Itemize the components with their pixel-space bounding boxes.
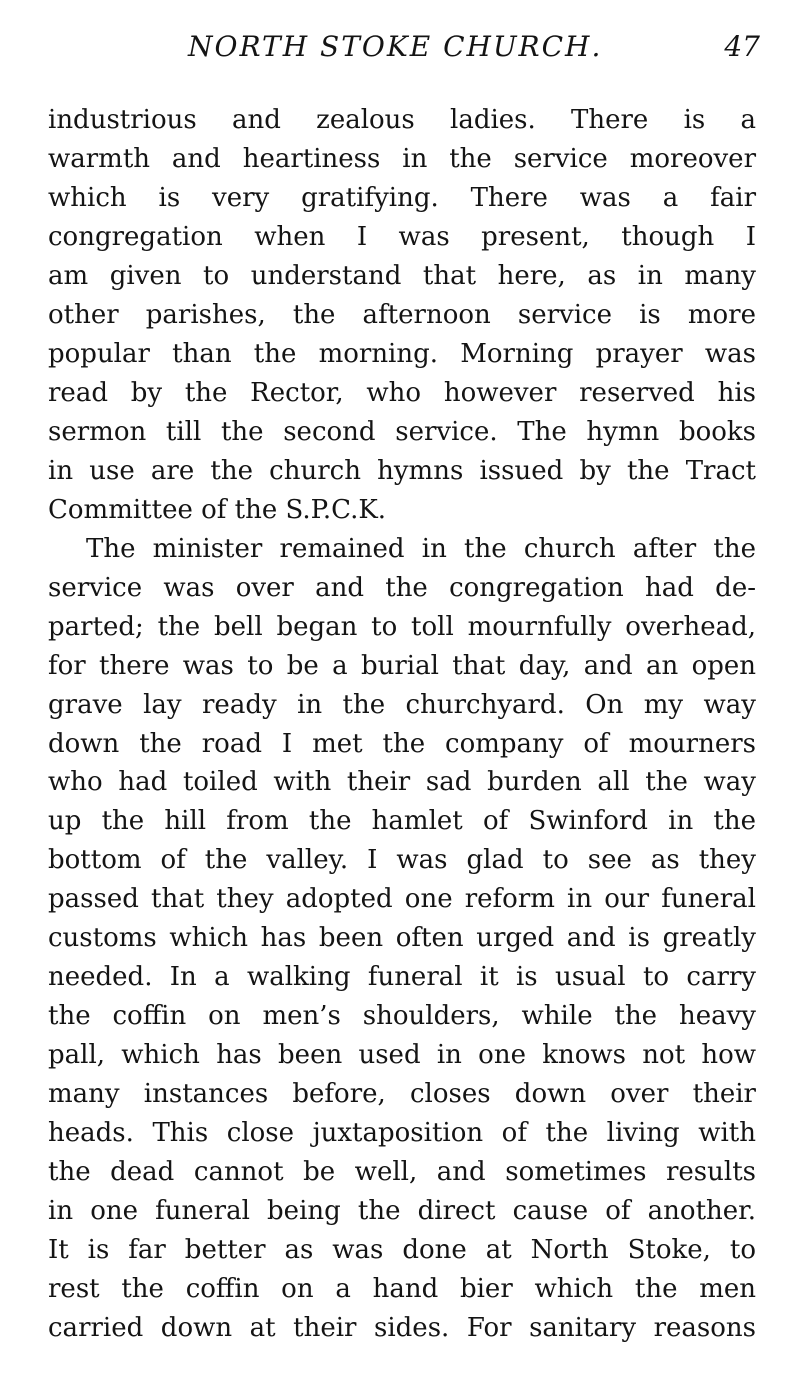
text-line: am given to understand that here, as in many xyxy=(48,260,756,291)
text-line: many instances before, closes down over their xyxy=(48,1079,756,1110)
text-line: who had toiled with their sad burden all the way xyxy=(48,767,756,798)
text-line: in use are the church hymns issued by the Tract xyxy=(48,455,756,486)
text-line: heads. This close juxtaposition of the living with xyxy=(48,1118,756,1149)
text-line: which is very gratifying. There was a fair xyxy=(48,182,756,213)
text-line: the dead cannot be well, and sometimes results xyxy=(48,1157,756,1188)
text-line: customs which has been often urged and is greatly xyxy=(48,923,756,954)
text-line: industrious and zealous ladies. There is a xyxy=(48,105,756,135)
text-line: read by the Rector, who however reserved his xyxy=(48,377,756,408)
text-line: other parishes, the afternoon service is more xyxy=(48,299,756,330)
text-line: up the hill from the hamlet of Swinford in the xyxy=(48,806,756,837)
text-line: in one funeral being the direct cause of another. xyxy=(48,1196,756,1227)
text-line: down the road I met the company of mourners xyxy=(48,728,756,759)
text-line: congregation when I was present, though I xyxy=(48,221,756,252)
text-line: service was over and the congregation had de- xyxy=(48,572,756,603)
text-line: parted; the bell began to toll mournfully overhead, xyxy=(48,611,756,642)
text-line: grave lay ready in the churchyard. On my way xyxy=(48,689,756,720)
text-line: carried down at their sides. For sanitary reasons xyxy=(48,1313,756,1344)
text-line: rest the coffin on a hand bier which the men xyxy=(48,1274,756,1305)
text-line: bottom of the valley. I was glad to see as they xyxy=(48,845,756,876)
text-line: popular than the morning. Morning prayer was xyxy=(48,338,756,369)
text-line: sermon till the second service. The hymn books xyxy=(48,416,756,447)
running-title: NORTH STOKE CHURCH. xyxy=(188,30,603,63)
text-line: warmth and heartiness in the service moreover xyxy=(48,143,756,174)
body-text xyxy=(48,101,756,1348)
text-line: needed. In a walking funeral it is usual to carry xyxy=(48,962,756,993)
text-line: pall, which has been used in one knows not how xyxy=(48,1040,756,1071)
paragraph-start-line: The minister remained in the church after the xyxy=(86,533,756,564)
text-line: It is far better as was done at North Stoke, to xyxy=(48,1235,756,1266)
page-number: 47 xyxy=(724,30,760,63)
text-line: for there was to be a burial that day, and an open xyxy=(48,650,756,681)
text-line: the coffin on men’s shoulders, while the heavy xyxy=(48,1001,756,1032)
text-line: passed that they adopted one reform in our funeral xyxy=(48,884,756,915)
running-head xyxy=(48,22,760,72)
paragraph-end-line: Committee of the S.P.C.K. xyxy=(48,494,387,525)
